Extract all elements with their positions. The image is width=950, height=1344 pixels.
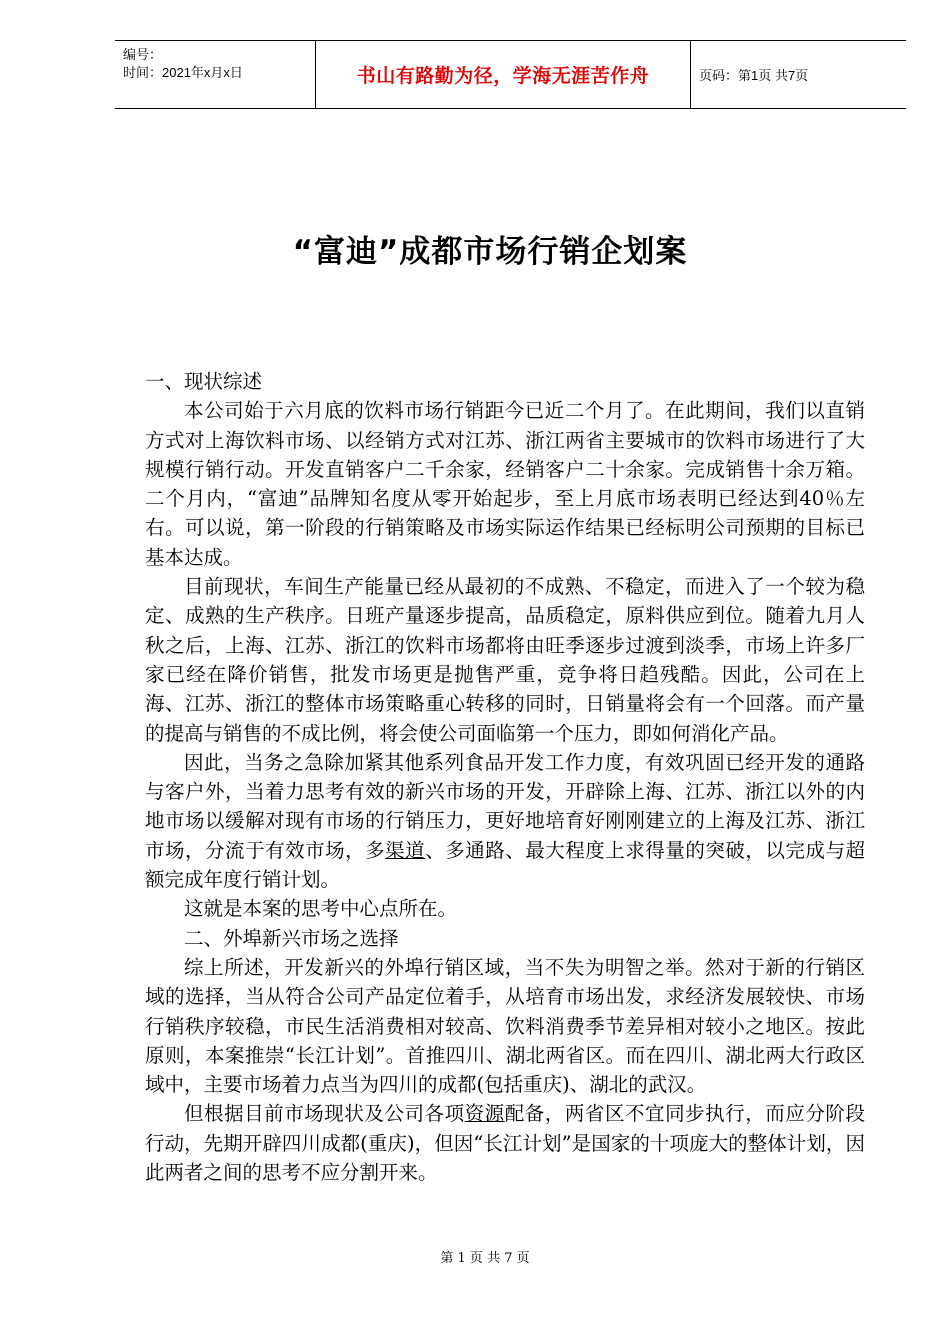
section-heading-status: 一、现状综述 bbox=[145, 370, 263, 393]
paragraph bbox=[145, 748, 865, 894]
paragraph: 综上所述，开发新兴的外埠行销区域，当不失为明智之举。然对于新的行销区域的选择，当从符合公司产品定位着手，从培育市场出发，求经济发展较快、市场行销秩序较稳，市民生活消费相对较高、饮料消费季节差异相对较小之地区。按此原则，本案推崇“长江计划”。首推四川、湖北两省区。而在四川、湖北两大行政区域中，主要市场着力点当为四川的成都(包括重庆)、湖北的武汉。 bbox=[145, 955, 865, 1097]
header-motto-cell bbox=[315, 41, 691, 108]
paragraph-text: 、多通路、最大程度上求得量的突破，以完成与超额完成年度行销计划。 bbox=[145, 838, 865, 892]
header-page-info: 页码：第1页 共7页 bbox=[699, 68, 809, 83]
header-motto: 书山有路勤为径，学海无涯苦作舟 bbox=[356, 65, 650, 87]
header-meta-cell bbox=[115, 41, 315, 108]
document-body bbox=[145, 367, 865, 1187]
paragraph: 目前现状，车间生产能量已经从最初的不成熟、不稳定，而进入了一个较为稳定、成熟的生产秩序。日班产量逐步提高，品质稳定，原料供应到位。随着九月人秋之后，上海、江苏、浙江的饮料市场都将由旺季逐步过渡到淡季，市场上许多厂家已经在降价销售，批发市场更是抛售严重，竞争将日趋残酷。因此，公司在上海、江苏、浙江的整体市场策略重心转移的同时，日销量将会有一个回落。而产量的提高与销售的不成比例，将会使公司面临第一个压力，即如何消化产品。 bbox=[145, 575, 865, 745]
page-footer: 第 1 页 共 7 页 bbox=[440, 1251, 530, 1266]
paragraph: 本公司始于六月底的饮料市场行销距今已近二个月了。在此期间，我们以直销方式对上海饮料市场、以经销方式对江苏、浙江两省主要城市的饮料市场进行了大规模行销行动。开发直销客户二千余家，经销客户二十余家。完成销售十余万箱。二个月内，“富迪”品牌知名度从零开始起步，至上月底市场表明已经达到40％左右。可以说，第一阶段的行销策略及市场实际运作结果已经标明公司预期的目标已基本达成。 bbox=[145, 399, 865, 569]
document-title: “富迪”成都市场行销企划案 bbox=[292, 234, 688, 270]
paragraph: 这就是本案的思考中心点所在。 bbox=[184, 897, 458, 921]
paragraph bbox=[145, 1099, 865, 1187]
paragraph-text: 因此，当务之急除加紧其他系列食品开发工作力度，有效巩固已经开发的通路与客户外，当着力思考有效的新兴市场的开发，开辟除上海、江苏、浙江以外的内地市场以缓解对现有市场的行销压力，更好地培育好刚刚建立的上海及江苏、浙江市场，分流于有效市场，多 bbox=[145, 750, 865, 862]
header-table bbox=[115, 40, 906, 109]
paragraph-text: 配备，两省区不宜同步执行，而应分阶段行动，先期开辟四川成都(重庆)，但因“长江计划”是国家的十项庞大的整体计划，因此两者之间的思考不应分割开来。 bbox=[145, 1102, 865, 1185]
document-number-label: 编号： bbox=[123, 47, 163, 62]
resource-link[interactable]: 资源 bbox=[464, 1102, 505, 1126]
document-time-label: 时间：2021年x月x日 bbox=[123, 65, 243, 80]
channel-link[interactable]: 渠道 bbox=[385, 838, 426, 862]
section-heading-market-selection: 二、外埠新兴市场之选择 bbox=[184, 926, 399, 950]
paragraph-text: 但根据目前市场现状及公司各项 bbox=[184, 1102, 465, 1126]
